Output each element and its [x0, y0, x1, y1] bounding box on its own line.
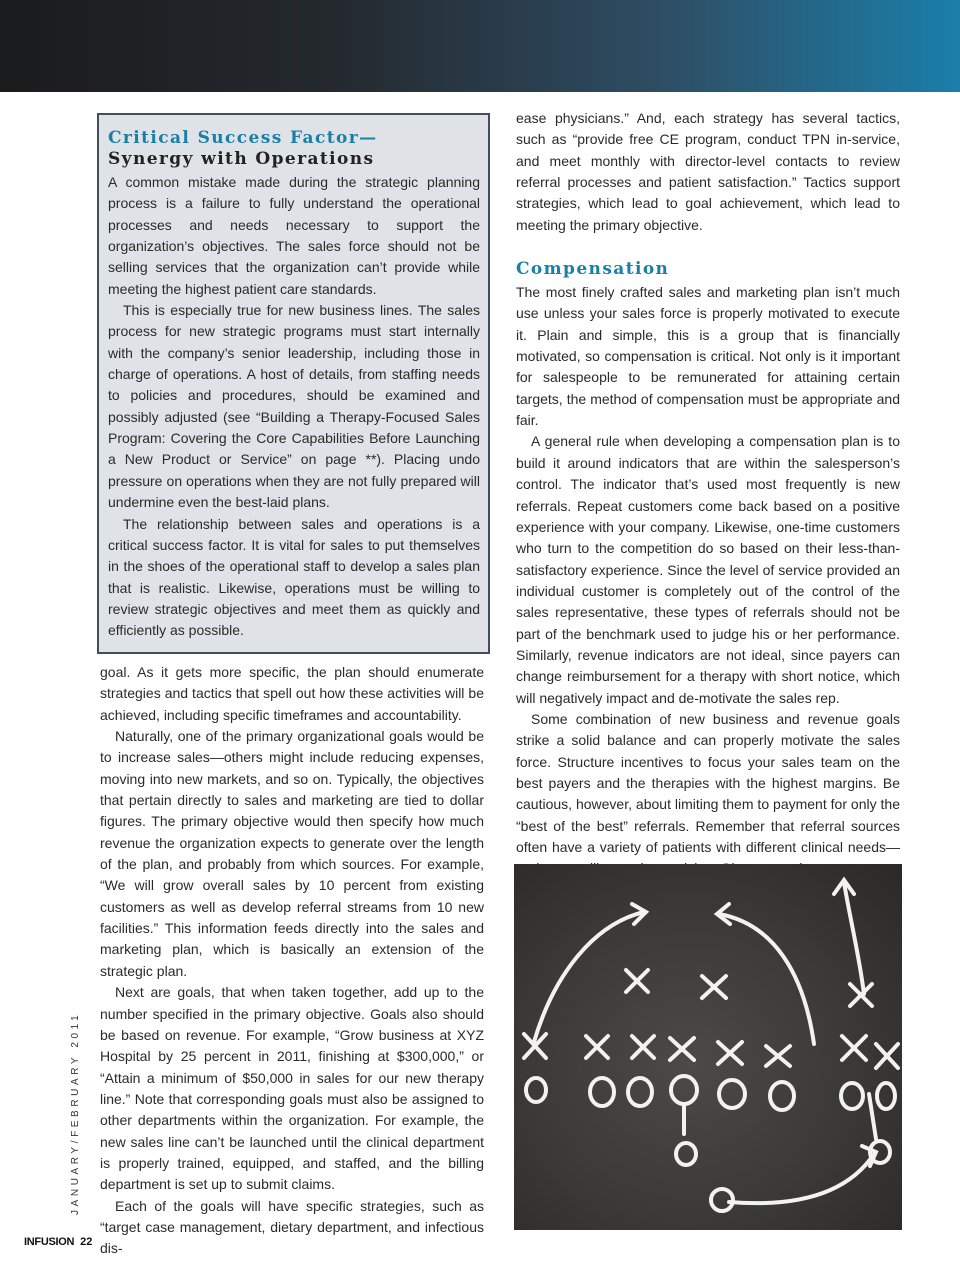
body-paragraph: Naturally, one of the primary organizational goals would be to increase sales—others might include reducing expenses, moving into new markets, and so on. Typically, the objectives that pertain directly to sales and marketing are tied to dollar figures. The primary objective would then specify how much revenue the organization expects to generate over the length of the plan, and probably from which sources. For example, “We will grow overall sales by 10 percent from existing customers as well as develop referral streams from 10 new facilities.” This information feeds directly into the sales and marketing plan, which is basically an extension of the strategic plan.: [100, 728, 484, 979]
issue-date: JANUARY/FEBRUARY 2011: [70, 1011, 81, 1215]
sidebar-paragraph: The relationship between sales and operations is a critical success factor. It is vital for sales to put themselves in the shoes of the operational staff to develop a sales plan that is realistic. Likewise, operations must be willing to review strategic objectives and meet them as quickly and efficiently as possible.: [108, 515, 480, 639]
sidebar-title: [108, 128, 480, 170]
sidebar-title-line1: Critical Success Factor—: [108, 128, 378, 148]
sidebar-box: [97, 113, 490, 654]
body-paragraph: A general rule when developing a compensation plan is to build it around indicators that are within the salesperson’s control. The indicator that’s used most frequently is new referrals. Repeat customers come back based on a positive experience with your company. Likewise, one-time customers who turn to the competition do so based on their less-than-satisfactory experience. Since the level of service provided an individual customer is completely out of the control of the sales representative, these types of referrals should not be part of the benchmark used to judge his or her performance. Similarly, revenue indicators are not ideal, since payers can change reimbursement for a therapy with short notice, which will negatively impact and de-motivate the sales rep.: [516, 433, 900, 706]
chalk-drawing: [514, 864, 902, 1230]
body-paragraph: Next are goals, that when taken together, add up to the number specified in the primary objective. Goals also should be based on revenue. For example, “Grow business at XYZ Hospital by 25 percent in 2011, finishing at $300,000,” or “Attain a minimum of $50,000 in sales for our new therapy line.” Note that corresponding goals must also be assigned to other departments within the organization. For example, the new sales line can’t be launched until the clinical department is properly trained, equipped, and staffed, and the billing department is set up to submit claims.: [100, 984, 484, 1193]
right-column: [516, 108, 900, 880]
chalkboard-play-photo: [514, 864, 902, 1230]
sidebar-title-line2: Synergy with Operations: [108, 149, 375, 169]
section-heading-compensation: Compensation: [516, 259, 670, 280]
body-paragraph: ease physicians.” And, each strategy has several tactics, such as “provide free CE program, conduct TPN in-service, and meet monthly with director-level contacts to review referral processes and patient satisfaction.” Tactics support strategies, which lead to goal achievement, which lead to meeting the primary objective.: [516, 110, 900, 233]
left-column: [100, 662, 484, 1260]
page-number: 22: [80, 1236, 93, 1248]
body-paragraph: The most finely crafted sales and marketing plan isn’t much use unless your sales force is properly motivated to execute it. Plain and simple, this is a group that is financially motivated, so compensation is critical. Not only is it important for salespeople to be remunerated for attaining certain targets, the method of compensation must be appropriate and fair.: [516, 284, 900, 429]
body-paragraph: Each of the goals will have specific strategies, such as “target case management, dietary department, and infectious dis-: [100, 1197, 484, 1257]
publication-logo: INFUSION: [24, 1236, 75, 1248]
page-folio: [24, 1236, 92, 1248]
header-color-band: [0, 0, 960, 92]
sidebar-paragraph: This is especially true for new business lines. The sales process for new strategic programs must start internally with the company’s senior leadership, including those in charge of operations. A host of details, from staffing needs to policies and procedures, should be examined and possibly adjusted (see “Building a Therapy-Focused Sales Program: Covering the Core Capabilities Before Launching a New Product or Service” on page **). Placing undo pressure on operations when they are not fully prepared will undermine even the best-laid plans.: [108, 302, 480, 511]
body-paragraph: Some combination of new business and revenue goals strike a solid balance and can properly motivate the sales force. Structure incentives to focus your sales team on the best payers and the therapies with the highest margins. Be cautious, however, about limiting them to payment for only the “best of the best” referrals. Remember that referral sources often have a variety of patients with different clinical needs—: [516, 710, 900, 855]
body-paragraph: goal. As it gets more specific, the plan should enumerate strategies and tactics that spell out how these activities will be achieved, including specific timeframes and accountability.: [100, 664, 484, 723]
sidebar-paragraph: A common mistake made during the strategic planning process is a failure to fully understand the operational processes and needs necessary to support the organization’s objectives. The sales force should not be selling services that the organization can’t provide while meeting the highest patient care standards.: [108, 174, 480, 297]
